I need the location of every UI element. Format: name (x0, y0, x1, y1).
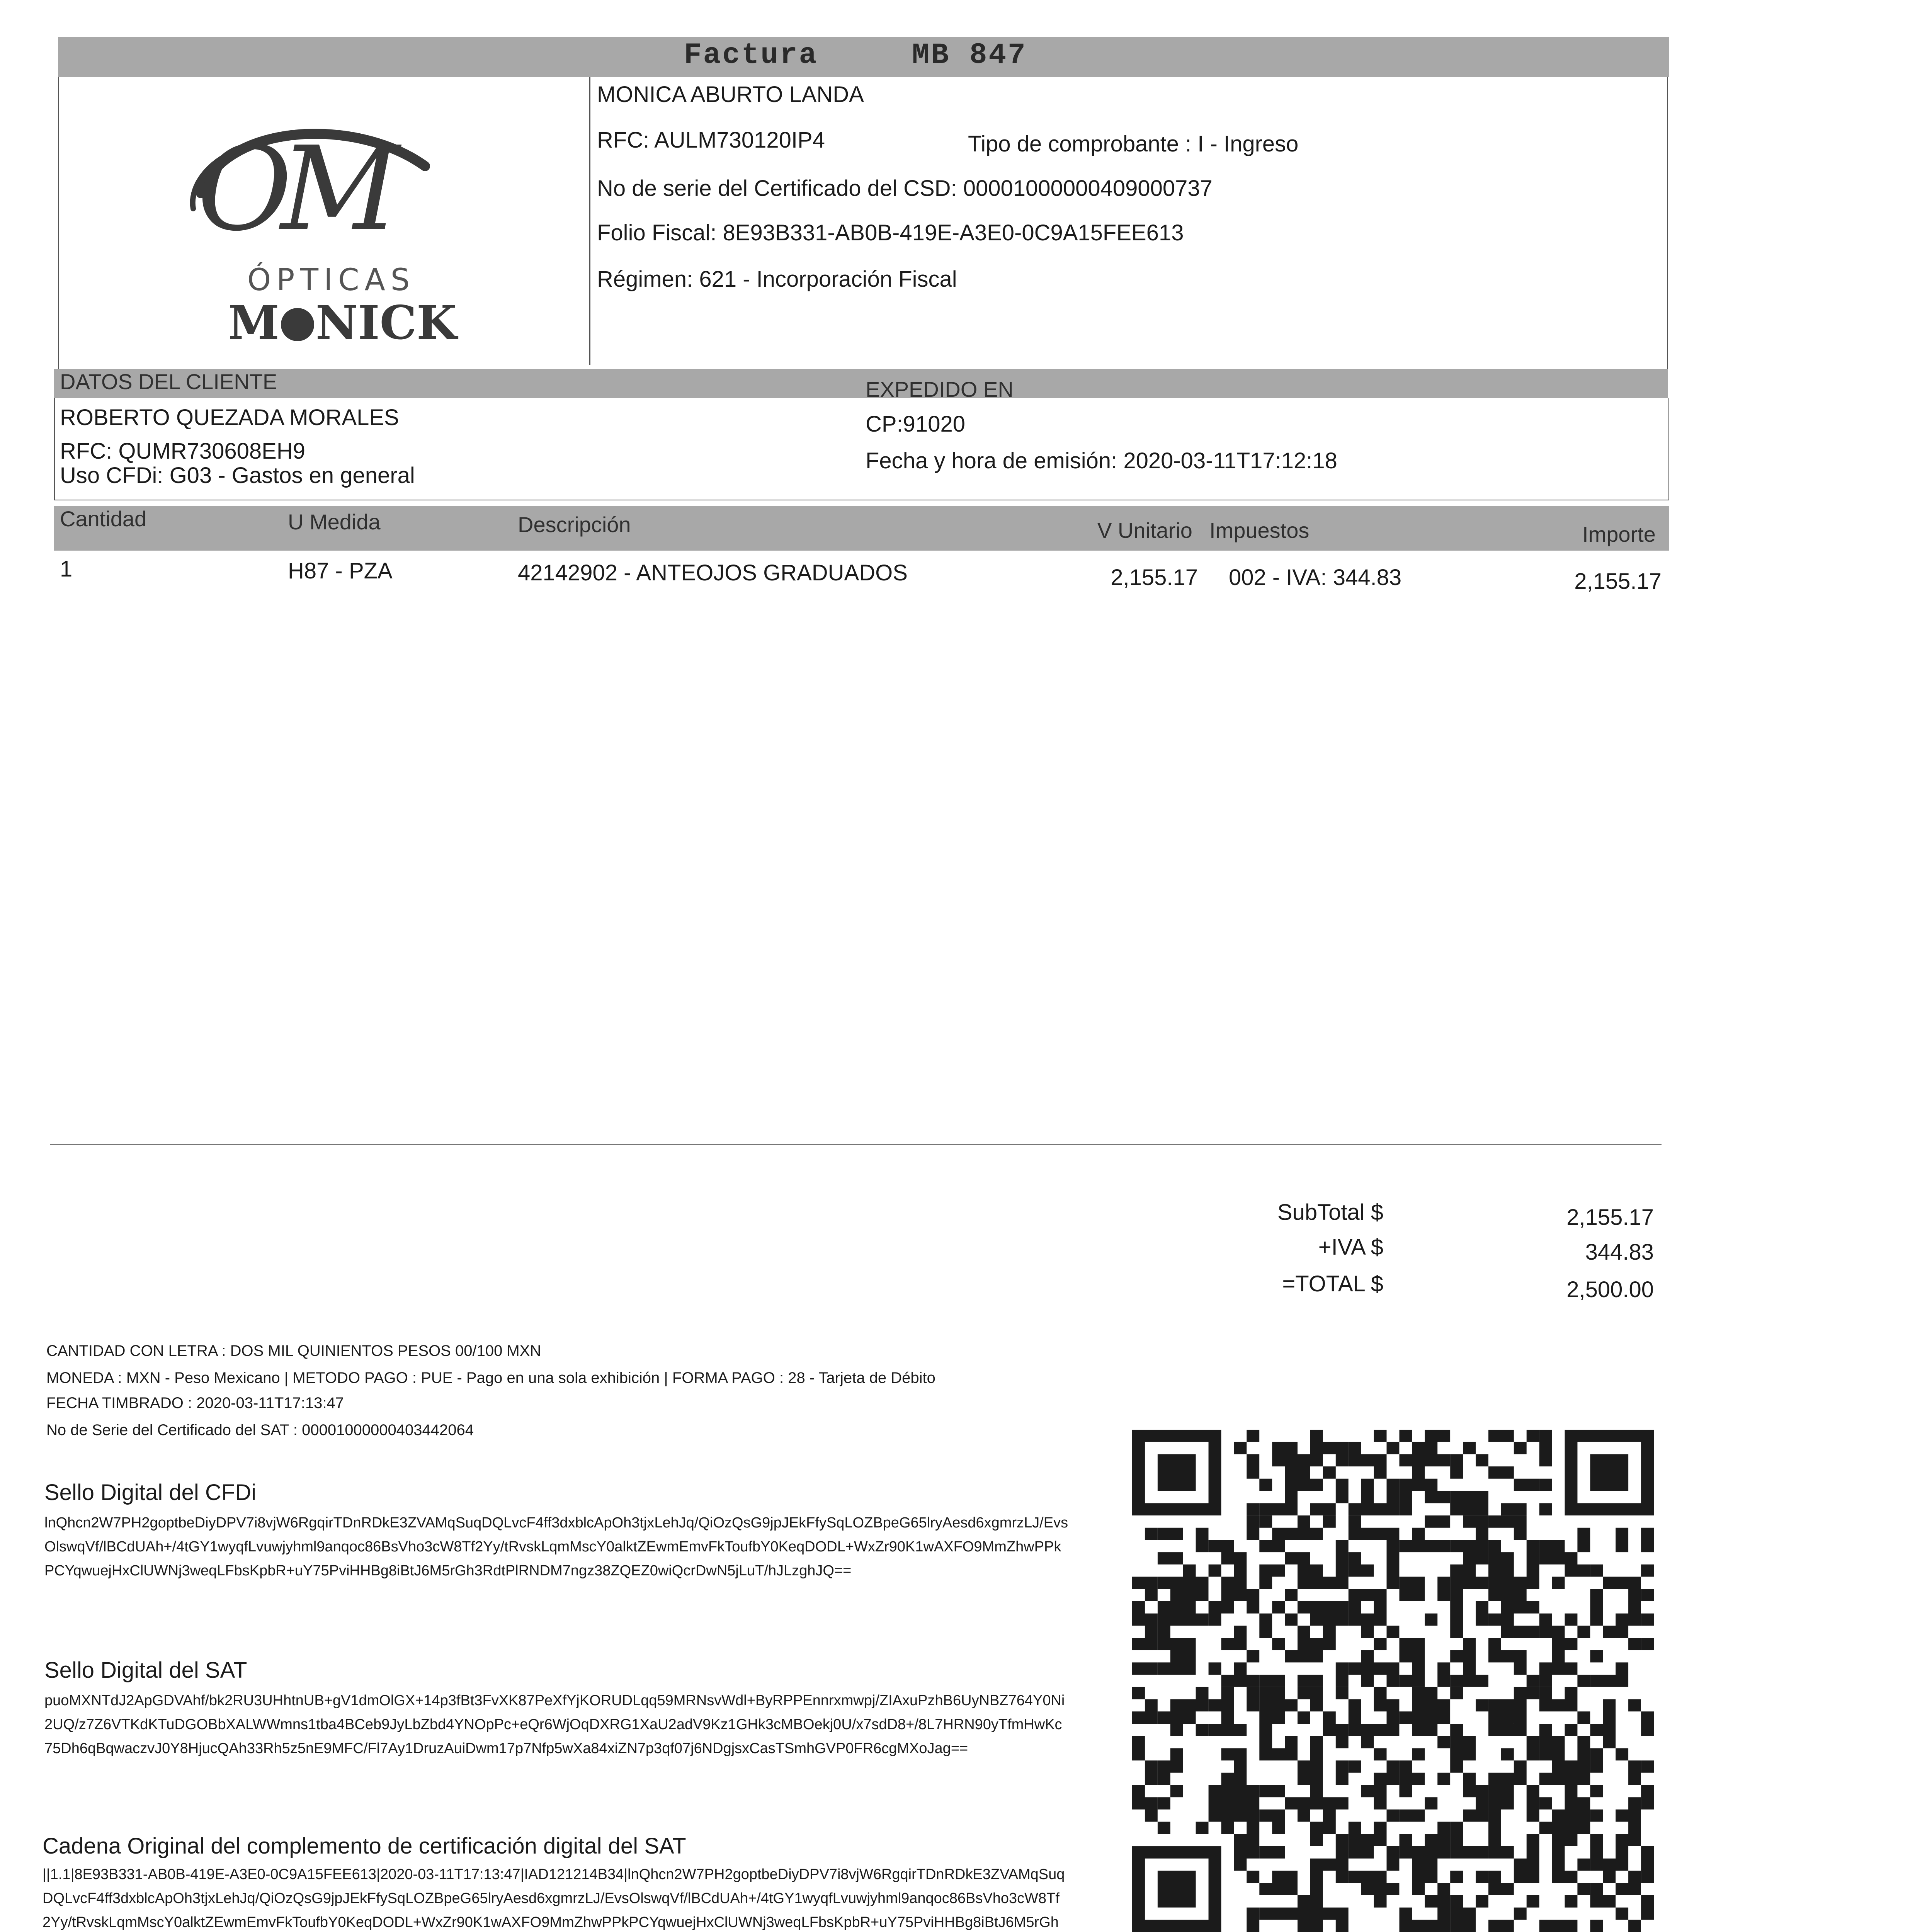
logo-letter-m: M (228, 296, 279, 350)
iva-value: 344.83 (1585, 1240, 1654, 1265)
folio-fiscal: Folio Fiscal: 8E93B331-AB0B-419E-A3E0-0C9A15FEE613 (597, 220, 1184, 245)
col-cantidad: Cantidad (60, 507, 147, 531)
iva-label: +IVA $ (1318, 1235, 1383, 1260)
col-valor-unitario: V Unitario (1097, 518, 1192, 543)
cadena-value: ||1.1|8E93B331-AB0B-419E-A3E0-0C9A15FEE613|2020-03-11T17:13:47|IAD121214B34|lnQhcn2W7PH2goptbeDiyDPV7i8vjW6RgqirTDnRDkE3ZVAMqSuqDQLvcF4ff3dxblcApOh3tjxLehJq/QiOzQsG9jpJEkFfySqLOZBpeG65lryAesd6xgmrzLJ/EvsOlswqVf/lBCdUAh+/4tGY1wyqfLvuwjyhml9anqoc86BsVho3cW8Tf2Yy/tRvskLqmMscY0alktZEwmEmvFkToufbY0KeqDODL+WxZr90K1wAXFO9MmZhwPPkPCYqwuejHxClUWNj3weqLFbsKpbR+uY75PviHHBg8iBtJ6M5rGh (43, 1866, 1065, 1930)
issuer-rfc: RFC: AULM730120IP4 (597, 128, 825, 153)
subtotal-label: SubTotal $ (1277, 1200, 1383, 1225)
company-logo (178, 108, 456, 355)
col-descripcion: Descripción (518, 512, 631, 537)
logo-monogram: OM (197, 122, 388, 257)
invoice-title: Factura (684, 39, 818, 72)
expedido-header: EXPEDIDO EN (866, 377, 1014, 401)
sello-sat-title: Sello Digital del SAT (44, 1658, 247, 1683)
totals-divider (50, 1144, 1662, 1145)
subtotal-value: 2,155.17 (1566, 1205, 1654, 1230)
client-bar (54, 369, 1668, 398)
cert-sat: No de Serie del Certificado del SAT : 00001000000403442064 (46, 1422, 474, 1439)
col-impuestos: Impuestos (1209, 518, 1310, 543)
row-descripcion: 42142902 - ANTEOJOS GRADUADOS (518, 560, 908, 585)
logo-letters-nick: NICK (315, 296, 457, 350)
logo-line2 (228, 296, 457, 350)
fecha-emision: Fecha y hora de emisión: 2020-03-11T17:12:18 (866, 448, 1337, 473)
logo-dot-icon (281, 308, 314, 341)
total-value: 2,500.00 (1566, 1277, 1654, 1302)
row-valor-unitario: 2,155.17 (1111, 565, 1198, 590)
row-unidad: H87 - PZA (288, 558, 393, 583)
row-cantidad: 1 (60, 556, 73, 582)
col-importe: Importe (1582, 522, 1656, 546)
qr-code-icon (1132, 1430, 1654, 1932)
issuer-name: MONICA ABURTO LANDA (597, 82, 864, 107)
row-impuestos: 002 - IVA: 344.83 (1229, 565, 1402, 590)
total-label: =TOTAL $ (1282, 1271, 1383, 1296)
cantidad-letra: CANTIDAD CON LETRA : DOS MIL QUINIENTOS PESOS 00/100 MXN (46, 1342, 541, 1359)
moneda-metodo-forma: MONEDA : MXN - Peso Mexicano | METODO PAGO : PUE - Pago en una sola exhibición | FORMA PAGO : 28 - Tarjeta de Débito (46, 1369, 935, 1386)
row-importe: 2,155.17 (1574, 569, 1662, 594)
col-unidad: U Medida (288, 510, 381, 534)
fecha-timbrado: FECHA TIMBRADO : 2020-03-11T17:13:47 (46, 1395, 344, 1412)
regimen-fiscal: Régimen: 621 - Incorporación Fiscal (597, 267, 957, 292)
header-divider (589, 77, 590, 365)
client-rfc: RFC: QUMR730608EH9 (60, 439, 305, 464)
invoice-number: MB 847 (912, 39, 1027, 72)
client-name: ROBERTO QUEZADA MORALES (60, 405, 399, 430)
sello-cfdi-value: lnQhcn2W7PH2goptbeDiyDPV7i8vjW6RgqirTDnRDkE3ZVAMqSuqDQLvcF4ff3dxblcApOh3tjxLehJq/QiOzQsG9jpJEkFfySqLOZBpeG65lryAesd6xgmrzLJ/EvsOlswqVf/lBCdUAh+/4tGY1wyqfLvuwjyhml9anqoc86BsVho3cW8Tf2Yy/tRvskLqmMscY0alktZEwmEmvFkToufbY0KeqDODL+WxZr90K1wAXFO9MmZhwPPkPCYqwuejHxClUWNj3weqLFbsKpbR+uY75PviHHBg8iBtJ6M5rGh3RdtPlRNDM7ngz38ZQEZ0wiQcrDwN5jLuT/hJLzghJQ== (44, 1515, 1068, 1579)
title-bar (58, 37, 1669, 77)
client-header: DATOS DEL CLIENTE (60, 369, 277, 394)
logo-line1: ÓPTICAS (247, 263, 415, 298)
cadena-title: Cadena Original del complemento de certificación digital del SAT (43, 1833, 686, 1859)
client-uso-cfdi: Uso CFDi: G03 - Gastos en general (60, 463, 415, 488)
tipo-comprobante: Tipo de comprobante : I - Ingreso (968, 131, 1299, 156)
expedido-cp: CP:91020 (866, 412, 965, 437)
csd-serial: No de serie del Certificado del CSD: 00001000000409000737 (597, 176, 1213, 201)
sello-cfdi-title: Sello Digital del CFDi (44, 1480, 256, 1505)
sello-sat-value: puoMXNTdJ2ApGDVAhf/bk2RU3UHhtnUB+gV1dmOlGX+14p3fBt3FvXK87PeXfYjKORUDLqq59MRNsvWdl+ByRPPEnnrxmwpj/ZIAxuPzhB6UyNBZ764Y0Ni2UQ/z7Z6VTKdKTuDGOBbXALWWmns1tba4BCeb9JyLbZbd4YNOpPc+eQr6WjOqDXRG1XaU2adV9Kz1GHk3cMBOekj0U/x7sdD8+/8L7HRN90yTfmHwKc75Dh6qBqwaczvJ0Y8HjucQAh33Rh5z5nE9MFC/Fl7Ay1DruzAuiDwm17p7Nfp5wXa84xiZN7p3qf07j6NDgjsxCasTSmhGVP0FR6cgMXoJag== (44, 1692, 1065, 1757)
